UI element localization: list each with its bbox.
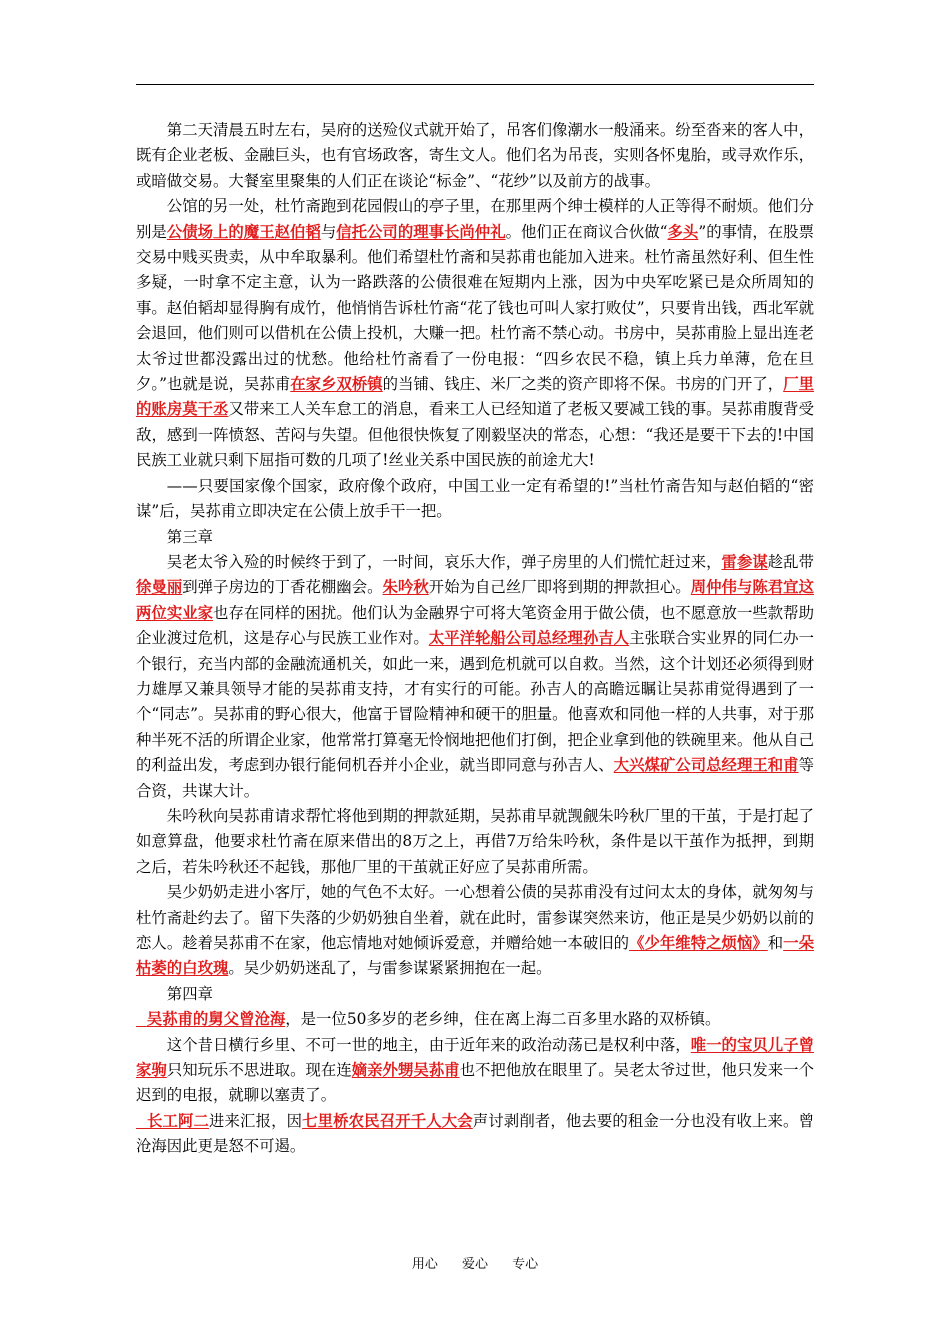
text-run: 也不把他放在眼里了。吴老太爷过世，他只发来一个迟到的电报，就聊以塞责了。 xyxy=(136,1061,814,1105)
text-run: 朱吟秋向吴荪甫请求帮忙将他到期的押款延期，吴荪甫早就觊觎朱吟秋厂里的干茧，于是打起了如意算盘，他要求杜竹斋在原来借出的8万之上，再借7万给朱吟秋，条件是以干茧作为抵押，到期之后，若朱吟秋还不起钱，那他厂里的干茧就正好应了吴荪甫所需。 xyxy=(136,806,814,876)
paragraph xyxy=(136,982,814,1007)
paragraph xyxy=(136,118,814,194)
paragraph xyxy=(136,1007,814,1032)
footer-item: 专心 xyxy=(512,1257,539,1272)
text-run: 趁乱带 xyxy=(767,552,814,571)
highlighted-term: 太平洋轮船公司总经理孙吉人 xyxy=(428,629,630,648)
paragraph xyxy=(136,194,814,473)
text-run: 第二天清晨五时左右，吴府的送殓仪式就开始了，吊客们像潮水一般涌来。纷至沓来的客人中，既有企业老板、金融巨头，也有官场政客，寄生文人。他们名为吊丧，实则各怀鬼胎，或寻欢作乐，或暗做交易。大餐室里聚集的人们正在谈论“标金”、“花纱”以及前方的战事。 xyxy=(136,121,814,190)
text-run: 吴老太爷入殓的时候终于到了，一时间，哀乐大作，弹子房里的人们慌忙赶过来， xyxy=(166,552,722,571)
highlighted-term: 《少年维特之烦恼》 xyxy=(629,934,768,952)
highlighted-term: 厂里的账房莫干丞 xyxy=(136,375,814,419)
text-run: 开始为自己丝厂即将到期的押款担心。 xyxy=(428,578,691,597)
text-run: 公馆的另一处，杜竹斋跑到花园假山的亭子里，在那里两个绅士模样的人正等得不耐烦。他们分别是 xyxy=(136,197,814,241)
footer xyxy=(0,1253,950,1272)
text-run: 。吴少奶奶迷乱了，与雷参谋紧紧拥抱在一起。 xyxy=(228,959,552,978)
highlighted-term: 一朵枯萎的白玫瑰 xyxy=(136,934,814,978)
highlighted-term: 唯一的宝贝儿子曾家驹 xyxy=(136,1035,814,1080)
text-run: 到弹子房边的丁香花棚幽会。 xyxy=(182,578,383,597)
highlighted-term: 嫡亲外甥吴荪甫 xyxy=(351,1061,460,1080)
highlighted-term: 雷参谋 xyxy=(721,552,768,571)
paragraph xyxy=(136,880,814,982)
text-run: 。他们正在商议合伙做“ xyxy=(505,222,668,241)
highlighted-term: 朱吟秋 xyxy=(382,578,429,597)
paragraph xyxy=(136,804,814,880)
highlighted-term: 徐曼丽 xyxy=(136,578,183,597)
paragraph xyxy=(136,1109,814,1160)
header-rule xyxy=(136,84,814,85)
text-run: 进来汇报，因 xyxy=(209,1111,303,1130)
text-run: ”的事情，在股票交易中贱买贵卖，从中牟取暴利。他们希望杜竹斋和吴荪甫也能加入进来。杜竹斋虽然好利、但生性多疑，一时拿不定主意，认为一路跌落的公债很难在短期内上涨，因为中央军吃紧已是众所周知的事。赵伯韬却显得胸有成竹，他悄悄告诉杜竹斋“花了钱也可叫人家打败仗”，只要肯出钱，西北军就会退回，他们则可以借机在公债上投机，大赚一把。杜竹斋不禁心动。书房中，吴荪甫脸上显出连老太爷过世都没露出过的忧愁。他给杜竹斋看了一份电报：“四乡农民不稳，镇上兵力单薄，危在旦夕。”也就是说，吴荪甫 xyxy=(136,222,814,394)
highlighted-term: 多头 xyxy=(667,222,699,241)
text-run: 等合资，共谋大计。 xyxy=(136,756,814,800)
text-run: 第三章 xyxy=(166,527,213,546)
text-run: 与 xyxy=(320,222,337,241)
highlighted-term: 七里桥农民召开千人大会 xyxy=(302,1111,473,1130)
highlighted-term: 信托公司的理事长尚仲礼 xyxy=(336,222,506,241)
text-run: 也存在同样的困扰。他们认为金融界宁可将大笔资金用于做公债，也不愿意放一些款帮助企业渡过危机，这是存心与民族工业作对。 xyxy=(136,603,814,648)
highlighted-term: 周仲伟与陈君宜这两位实业家 xyxy=(136,578,814,622)
text-run: 主张联合实业界的同仁办一个银行，充当内部的金融流通机关，如此一来，遇到危机就可以自救。当然，这个计划还必须得到财力雄厚又兼具领导才能的吴荪甫支持，才有实行的可能。孙吉人的高瞻远瞩让吴荪甫觉得遇到了一个“同志”。吴荪甫的野心很大，他富于冒险精神和硬干的胆量。他喜欢和同他一样的人共事，对于那种半死不活的所谓企业家，他常常打算毫无怜悯地把他们打倒，把企业拿到他的铁碗里来。他从自己的利益出发，考虑到办银行能伺机吞并小企业，就当即同意与孙吉人、 xyxy=(136,629,814,775)
highlighted-term: 在家乡双桥镇 xyxy=(290,375,383,394)
highlighted-term: 长工阿二 xyxy=(136,1111,210,1130)
paragraph xyxy=(136,1033,814,1109)
paragraph xyxy=(136,550,814,804)
text-run: 吴少奶奶走进小客厅，她的气色不太好。一心想着公债的吴荪甫没有过问太太的身体，就匆匆与杜竹斋赴约去了。留下失落的少奶奶独自坐着，就在此时，雷参谋突然来访，他正是吴少奶奶以前的恋人。趁着吴荪甫不在家，他忘情地对她倾诉爱意，并赠给她一本破旧的 xyxy=(136,883,814,952)
text-run: 又带来工人关车怠工的消息，看来工人已经知道了老板又要减工钱的事。吴荪甫腹背受敌，感到一阵愤怒、苦闷与失望。但他很快恢复了刚毅坚决的常态，心想：“我还是要干下去的!中国民族工业就只剩下屈指可数的几项了!丝业关系中国民族的前途尤大! xyxy=(136,400,814,470)
paragraph xyxy=(136,525,814,550)
text-run: ，是一位50多岁的老乡绅，住在离上海二百多里水路的双桥镇。 xyxy=(285,1010,721,1029)
highlighted-term: 吴荪甫的舅父曾沧海 xyxy=(136,1010,286,1029)
highlighted-term: 大兴煤矿公司总经理王和甫 xyxy=(613,756,799,775)
paragraph xyxy=(136,474,814,525)
text-run: 这个昔日横行乡里、不可一世的地主，由于近年来的政治动荡已是权利中落， xyxy=(166,1035,691,1054)
footer-item: 用心 xyxy=(411,1257,438,1272)
text-run: 的当铺、钱庄、米厂之类的资产即将不保。书房的门开了， xyxy=(382,375,784,394)
highlighted-term: 公债场上的魔王赵伯韬 xyxy=(166,222,321,241)
text-run: 和 xyxy=(767,934,784,952)
footer-item: 爱心 xyxy=(461,1257,488,1272)
text-run: 第四章 xyxy=(166,984,213,1003)
text-run: 只知玩乐不思进取。现在连 xyxy=(166,1061,352,1080)
text-run: ——只要国家像个国家，政府像个政府，中国工业一定有希望的!”当杜竹斋告知与赵伯韬的“密谋”后，吴荪甫立即决定在公债上放手干一把。 xyxy=(136,476,814,521)
text-run: 声讨剥削者，他去要的租金一分也没有收上来。曾沧海因此更是怒不可遏。 xyxy=(136,1111,814,1156)
body-text xyxy=(136,118,814,1160)
